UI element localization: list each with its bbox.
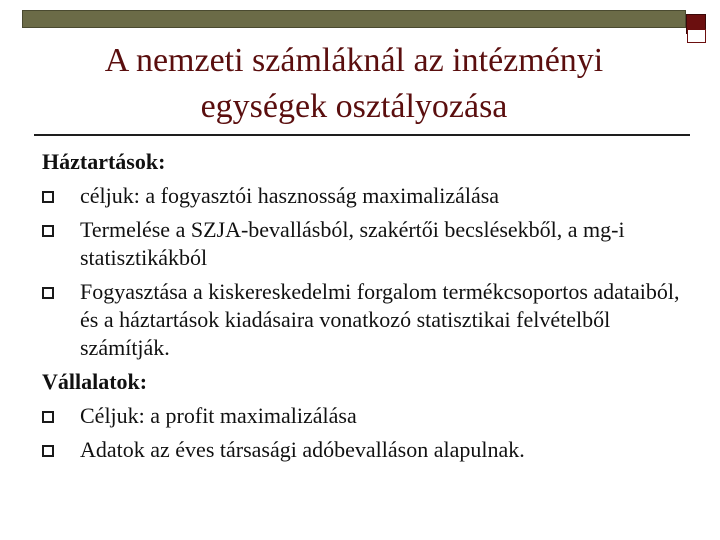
slide-body bbox=[42, 148, 692, 470]
title-divider bbox=[34, 134, 690, 136]
hollow-square-bullet-icon bbox=[42, 225, 54, 237]
hollow-square-bullet-icon bbox=[42, 287, 54, 299]
decorative-top-bar bbox=[22, 10, 686, 28]
bullet-item bbox=[42, 216, 692, 272]
hollow-square-bullet-icon bbox=[42, 191, 54, 203]
bullet-text: céljuk: a fogyasztói hasznosság maximalizálása bbox=[80, 183, 500, 208]
slide-title-line-1: A nemzeti számláknál az intézményi bbox=[104, 42, 604, 79]
bullet-item bbox=[42, 278, 692, 362]
bullet-text: Fogyasztása a kiskereskedelmi forgalom termékcsoportos adataiból, és a háztartások kiadásaira vonatkozó statisztikai felvételből számítják. bbox=[80, 279, 680, 360]
slide-title bbox=[22, 38, 686, 130]
bullet-item bbox=[42, 436, 692, 464]
hollow-square-bullet-icon bbox=[42, 445, 54, 457]
bullet-text: Termelése a SZJA-bevallásból, szakértői becslésekből, a mg-i statisztikákból bbox=[80, 217, 625, 270]
bullet-text: Adatok az éves társasági adóbevalláson alapulnak. bbox=[80, 437, 525, 462]
bullet-text: Céljuk: a profit maximalizálása bbox=[80, 403, 357, 428]
decorative-corner-outline bbox=[687, 29, 706, 43]
hollow-square-bullet-icon bbox=[42, 411, 54, 423]
section-heading-households: Háztartások: bbox=[42, 149, 166, 174]
slide-title-line-2: egységek osztályozása bbox=[200, 88, 508, 125]
bullet-item bbox=[42, 182, 692, 210]
bullet-item bbox=[42, 402, 692, 430]
section-heading-companies: Vállalatok: bbox=[42, 369, 148, 394]
